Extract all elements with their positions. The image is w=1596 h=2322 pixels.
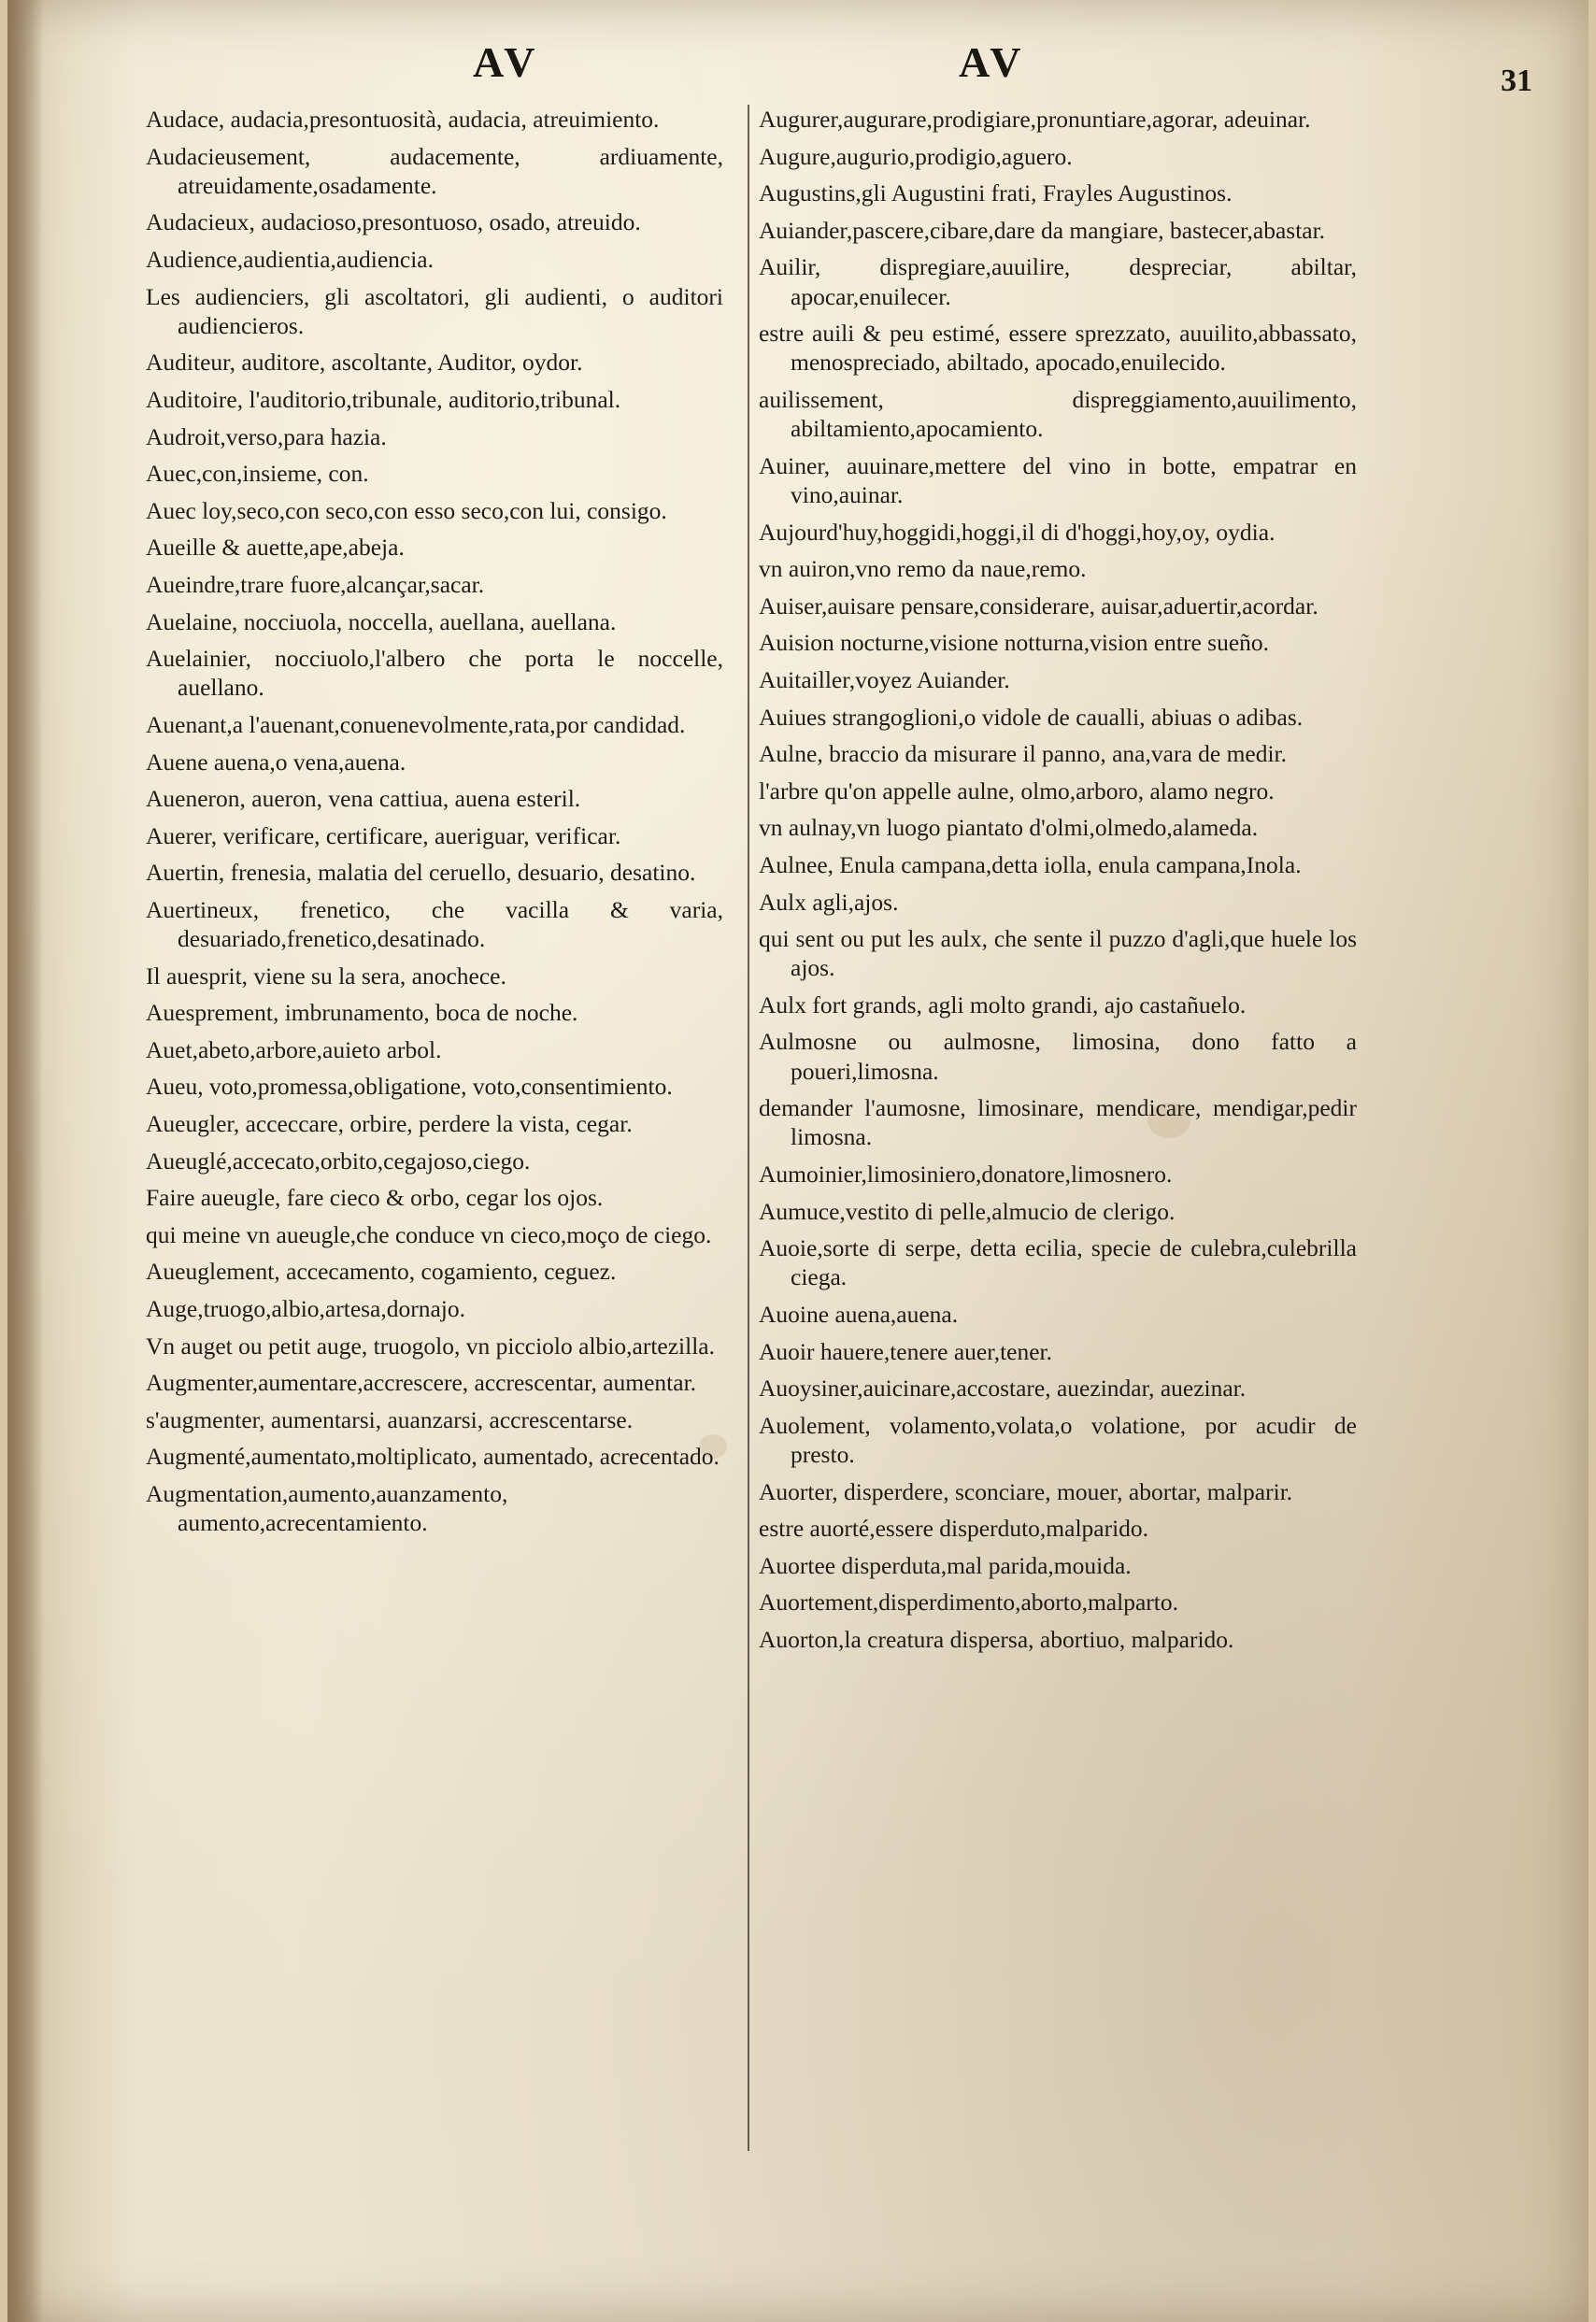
- dictionary-entry: Auertineux, frenetico, che vacilla & varia, desuariado,frenetico,desatinado.: [146, 895, 723, 953]
- dictionary-entry: Auoysiner,auicinare,accostare, auezindar, auezinar.: [759, 1375, 1247, 1403]
- dictionary-entry: vn aulnay,vn luogo piantato d'olmi,olmedo,alameda.: [759, 814, 1259, 842]
- dictionary-entry: estre auorté,essere disperduto,malparido.: [759, 1515, 1149, 1543]
- dictionary-entry: Augure,augurio,prodigio,aguero.: [759, 142, 1073, 170]
- dictionary-entry: Augmentation,aumento,auanzamento, aumento,acrecentamiento.: [146, 1480, 508, 1537]
- dictionary-entry: Augmenté,aumentato,moltiplicato, aumentado, acrecentado.: [146, 1443, 720, 1471]
- dictionary-entry: Augustins,gli Augustini frati, Frayles Augustinos.: [759, 179, 1233, 207]
- dictionary-entry: Les audienciers, gli ascoltatori, gli audienti, o auditori audiencieros.: [146, 282, 723, 339]
- dictionary-entry: Auge,truogo,albio,artesa,dornajo.: [146, 1295, 466, 1323]
- dictionary-entry: Aulx agli,ajos.: [759, 888, 899, 916]
- dictionary-entry: Audacieux, audacioso,presontuoso, osado, atreuido.: [146, 208, 641, 236]
- dictionary-entry: Auditoire, l'auditorio,tribunale, auditorio,tribunal.: [146, 385, 621, 413]
- dictionary-entry: Augmenter,aumentare,accrescere, accrescentar, aumentar.: [146, 1369, 697, 1397]
- dictionary-entry: Aueille & auette,ape,abeja.: [146, 534, 405, 562]
- column-rule: [748, 105, 749, 2151]
- dictionary-entry: Aulnee, Enula campana,detta iolla, enula campana,Inola.: [759, 850, 1302, 878]
- dictionary-entry: Auesprement, imbrunamento, boca de noche.: [146, 999, 578, 1027]
- dictionary-entry: Auiser,auisare pensare,considerare, auisar,aduertir,acordar.: [759, 591, 1318, 620]
- dictionary-entry: qui sent ou put les aulx, che sente il puzzo d'agli,que huele los ajos.: [759, 925, 1357, 982]
- dictionary-entry: Vn auget ou petit auge, truogolo, vn picciolo albio,artezilla.: [146, 1332, 715, 1360]
- dictionary-entry: Auiner, auuinare,mettere del vino in botte, empatrar en vino,auinar.: [759, 451, 1357, 508]
- dictionary-entry: Augurer,augurare,prodigiare,pronuntiare,agorar, adeuinar.: [759, 106, 1311, 133]
- dictionary-entry: Auoine auena,auena.: [759, 1301, 959, 1329]
- dictionary-entry: Auiander,pascere,cibare,dare da mangiare, bastecer,abastar.: [759, 216, 1326, 244]
- dictionary-entry: l'arbre qu'on appelle aulne, olmo,arboro, alamo negro.: [759, 776, 1275, 805]
- dictionary-entry: vn auiron,vno remo da naue,remo.: [759, 555, 1087, 583]
- dictionary-entry: Audacieusement, audacemente, ardiuamente, atreuidamente,osadamente.: [146, 142, 723, 199]
- dictionary-entry: Auortement,disperdimento,aborto,malparto.: [759, 1588, 1178, 1617]
- dictionary-entry: Aueindre,trare fuore,alcançar,sacar.: [146, 570, 485, 598]
- dictionary-entry: estre auili & peu estimé, essere sprezzato, auuilito,abbassato, menospreciado, abiltado, apocado,enuilecido.: [759, 320, 1357, 377]
- dictionary-entry: Auerer, verificare, certificare, aueriguar, verificar.: [146, 821, 621, 849]
- page-number: 31: [1501, 64, 1532, 98]
- dictionary-entry: Auitailler,voyez Auiander.: [759, 665, 1010, 693]
- left-column: [146, 105, 723, 1546]
- dictionary-entry: Auelainier, nocciuolo,l'albero che porta le noccelle, auellano.: [146, 645, 723, 702]
- dictionary-entry: demander l'aumosne, limosinare, mendicare, mendigar,pedir limosna.: [759, 1094, 1357, 1151]
- dictionary-entry: Aulmosne ou aulmosne, limosina, dono fatto a poueri,limosna.: [759, 1028, 1357, 1085]
- dictionary-entry: Aujourd'huy,hoggidi,hoggi,il di d'hoggi,hoy,oy, oydia.: [759, 518, 1275, 546]
- running-head-right: AV: [959, 38, 1027, 86]
- dictionary-entry: Auiues strangoglioni,o vidole de caualli, abiuas o adibas.: [759, 703, 1304, 731]
- dictionary-entry: Auilir, dispregiare,auuilire, despreciar, abiltar, apocar,enuilecer.: [759, 253, 1357, 310]
- dictionary-page: [7, 0, 1589, 2322]
- dictionary-entry: Auoie,sorte di serpe, detta ecilia, specie de culebra,culebrilla ciega.: [759, 1234, 1357, 1291]
- dictionary-entry: Auorton,la creatura dispersa, abortiuo, malparido.: [759, 1626, 1234, 1654]
- dictionary-entry: Aumoinier,limosiniero,donatore,limosnero.: [759, 1161, 1173, 1189]
- right-column: [759, 105, 1357, 1662]
- dictionary-entry: Audace, audacia,presontuosità, audacia, atreuimiento.: [146, 106, 660, 133]
- dictionary-entry: Auortee disperduta,mal parida,mouida.: [759, 1551, 1132, 1579]
- dictionary-entry: Aueu, voto,promessa,obligatione, voto,consentimiento.: [146, 1073, 673, 1101]
- dictionary-entry: Aueneron, aueron, vena cattiua, auena esteril.: [146, 785, 581, 813]
- dictionary-entry: s'augmenter, aumentarsi, auanzarsi, accrescentarse.: [146, 1405, 634, 1433]
- dictionary-entry: Auision nocturne,visione notturna,vision entre sueño.: [759, 629, 1270, 657]
- dictionary-entry: Faire aueugle, fare cieco & orbo, cegar los ojos.: [146, 1184, 604, 1212]
- dictionary-entry: Audroit,verso,para hazia.: [146, 422, 387, 450]
- dictionary-entry: Aulx fort grands, agli molto grandi, ajo castañuelo.: [759, 990, 1247, 1019]
- dictionary-entry: Auelaine, nocciuola, noccella, auellana, auellana.: [146, 607, 617, 635]
- dictionary-entry: Aulne, braccio da misurare il panno, ana,vara de medir.: [759, 740, 1288, 768]
- dictionary-entry: Auec loy,seco,con seco,con esso seco,con lui, consigo.: [146, 496, 667, 524]
- dictionary-entry: Auertin, frenesia, malatia del ceruello, desuario, desatino.: [146, 859, 696, 887]
- dictionary-entry: Auec,con,insieme, con.: [146, 460, 369, 488]
- dictionary-entry: Auene auena,o vena,auena.: [146, 748, 406, 776]
- dictionary-entry: Auoir hauere,tenere auer,tener.: [759, 1337, 1053, 1365]
- dictionary-entry: Auenant,a l'auenant,conuenevolmente,rata,por candidad.: [146, 710, 686, 738]
- dictionary-entry: Auet,abeto,arbore,auieto arbol.: [146, 1035, 442, 1063]
- dictionary-entry: Auorter, disperdere, sconciare, mouer, abortar, malparir.: [759, 1477, 1293, 1505]
- book-gutter: [7, 0, 43, 2322]
- running-head-left: AV: [473, 38, 541, 86]
- dictionary-entry: Aueuglement, accecamento, cogamiento, ceguez.: [146, 1258, 617, 1286]
- dictionary-entry: Aumuce,vestito di pelle,almucio de clerigo.: [759, 1197, 1176, 1225]
- dictionary-entry: auilissement, dispreggiamento,auuilimento, abiltamiento,apocamiento.: [759, 385, 1357, 443]
- dictionary-entry: Auolement, volamento,volata,o volatione, por acudir de presto.: [759, 1411, 1357, 1469]
- dictionary-entry: qui meine vn aueugle,che conduce vn cieco,moço de ciego.: [146, 1220, 712, 1248]
- dictionary-entry: Audience,audientia,audiencia.: [146, 245, 434, 273]
- dictionary-entry: Aueugler, acceccare, orbire, perdere la vista, cegar.: [146, 1110, 633, 1138]
- dictionary-entry: Aueuglé,accecato,orbito,cegajoso,ciego.: [146, 1147, 531, 1175]
- dictionary-entry: Il auesprit, viene su la sera, anochece.: [146, 962, 506, 990]
- dictionary-entry: Auditeur, auditore, ascoltante, Auditor, oydor.: [146, 349, 583, 377]
